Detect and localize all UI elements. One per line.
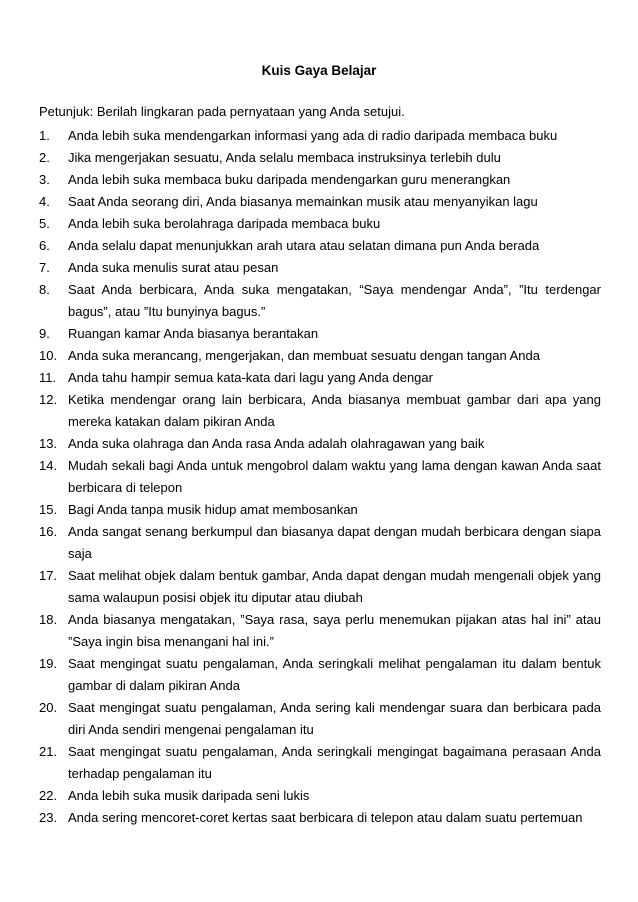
list-item (39, 807, 601, 829)
item-text: Anda selalu dapat menunjukkan arah utara atau selatan dimana pun Anda berada (68, 238, 540, 253)
item-number: 20. (39, 700, 58, 715)
item-number: 19. (39, 656, 58, 671)
list-item (39, 367, 601, 389)
item-text: Saat melihat objek dalam bentuk gambar, Anda dapat dengan mudah mengenali objek yang sama walaupun posisi objek itu diputar atau diubah (68, 568, 601, 605)
document-title: Kuis Gaya Belajar (261, 63, 377, 78)
item-text: Saat mengingat suatu pengalaman, Anda seringkali melihat pengalaman itu dalam bentuk gambar di dalam pikiran Anda (68, 656, 601, 693)
list-item (39, 455, 601, 499)
item-text: Anda lebih suka membaca buku daripada mendengarkan guru menerangkan (68, 172, 511, 187)
item-text: Mudah sekali bagi Anda untuk mengobrol dalam waktu yang lama dengan kawan Anda saat berbicara di telepon (68, 458, 601, 495)
list-item (39, 741, 601, 785)
item-number: 18. (39, 612, 58, 627)
item-text: Anda lebih suka berolahraga daripada membaca buku (68, 216, 381, 231)
statement-list (39, 125, 601, 829)
item-text: Anda suka menulis surat atau pesan (68, 260, 279, 275)
list-item (39, 499, 601, 521)
item-number: 16. (39, 524, 58, 539)
item-number: 6. (39, 238, 50, 253)
item-text: Anda lebih suka mendengarkan informasi yang ada di radio daripada membaca buku (68, 128, 558, 143)
list-item (39, 785, 601, 807)
list-item (39, 257, 601, 279)
item-number: 3. (39, 172, 50, 187)
item-number: 14. (39, 458, 58, 473)
item-number: 17. (39, 568, 58, 583)
list-item (39, 697, 601, 741)
item-text: Anda tahu hampir semua kata-kata dari lagu yang Anda dengar (68, 370, 433, 385)
item-text: Ketika mendengar orang lain berbicara, Anda biasanya membuat gambar dari apa yang mereka katakan dalam pikiran Anda (68, 392, 601, 429)
item-number: 1. (39, 128, 50, 143)
list-item (39, 147, 601, 169)
item-text: Anda sering mencoret-coret kertas saat berbicara di telepon atau dalam suatu pertemuan (68, 810, 583, 825)
item-number: 12. (39, 392, 58, 407)
list-item (39, 169, 601, 191)
item-number: 10. (39, 348, 58, 363)
instruction-text: Petunjuk: Berilah lingkaran pada pernyataan yang Anda setujui. (39, 104, 405, 119)
list-item (39, 433, 601, 455)
item-text: Anda sangat senang berkumpul dan biasanya dapat dengan mudah berbicara dengan siapa saja (68, 524, 601, 561)
item-text: Anda lebih suka musik daripada seni lukis (68, 788, 310, 803)
list-item (39, 323, 601, 345)
list-item (39, 565, 601, 609)
item-text: Saat mengingat suatu pengalaman, Anda sering kali mendengar suara dan berbicara pada diri Anda sendiri mengenai pengalaman itu (68, 700, 601, 737)
list-item (39, 521, 601, 565)
item-number: 11. (39, 370, 57, 385)
item-number: 21. (39, 744, 58, 759)
item-text: Jika mengerjakan sesuatu, Anda selalu membaca instruksinya terlebih dulu (68, 150, 501, 165)
list-item (39, 345, 601, 367)
item-number: 13. (39, 436, 58, 451)
item-number: 23. (39, 810, 58, 825)
list-item (39, 389, 601, 433)
item-text: Bagi Anda tanpa musik hidup amat membosankan (68, 502, 358, 517)
item-text: Saat Anda seorang diri, Anda biasanya memainkan musik atau menyanyikan lagu (68, 194, 538, 209)
item-number: 22. (39, 788, 58, 803)
item-number: 5. (39, 216, 50, 231)
list-item (39, 191, 601, 213)
item-text: Ruangan kamar Anda biasanya berantakan (68, 326, 319, 341)
item-number: 15. (39, 502, 58, 517)
item-number: 9. (39, 326, 50, 341)
list-item (39, 125, 601, 147)
item-text: Saat Anda berbicara, Anda suka mengatakan, “Saya mendengar Anda”, ”Itu terdengar bagus”, atau ”Itu bunyinya bagus.” (68, 282, 601, 319)
item-number: 4. (39, 194, 50, 209)
item-text: Anda suka merancang, mengerjakan, dan membuat sesuatu dengan tangan Anda (68, 348, 540, 363)
list-item (39, 609, 601, 653)
item-text: Anda suka olahraga dan Anda rasa Anda adalah olahragawan yang baik (68, 436, 485, 451)
item-text: Saat mengingat suatu pengalaman, Anda seringkali mengingat bagaimana perasaan Anda terhadap pengalaman itu (68, 744, 601, 781)
list-item (39, 653, 601, 697)
item-number: 8. (39, 282, 50, 297)
item-text: Anda biasanya mengatakan, ”Saya rasa, saya perlu menemukan pijakan atas hal ini” atau ”Saya ingin bisa menangani hal ini.” (68, 612, 601, 649)
list-item (39, 235, 601, 257)
item-number: 7. (39, 260, 50, 275)
list-item (39, 213, 601, 235)
list-item (39, 279, 601, 323)
item-number: 2. (39, 150, 50, 165)
